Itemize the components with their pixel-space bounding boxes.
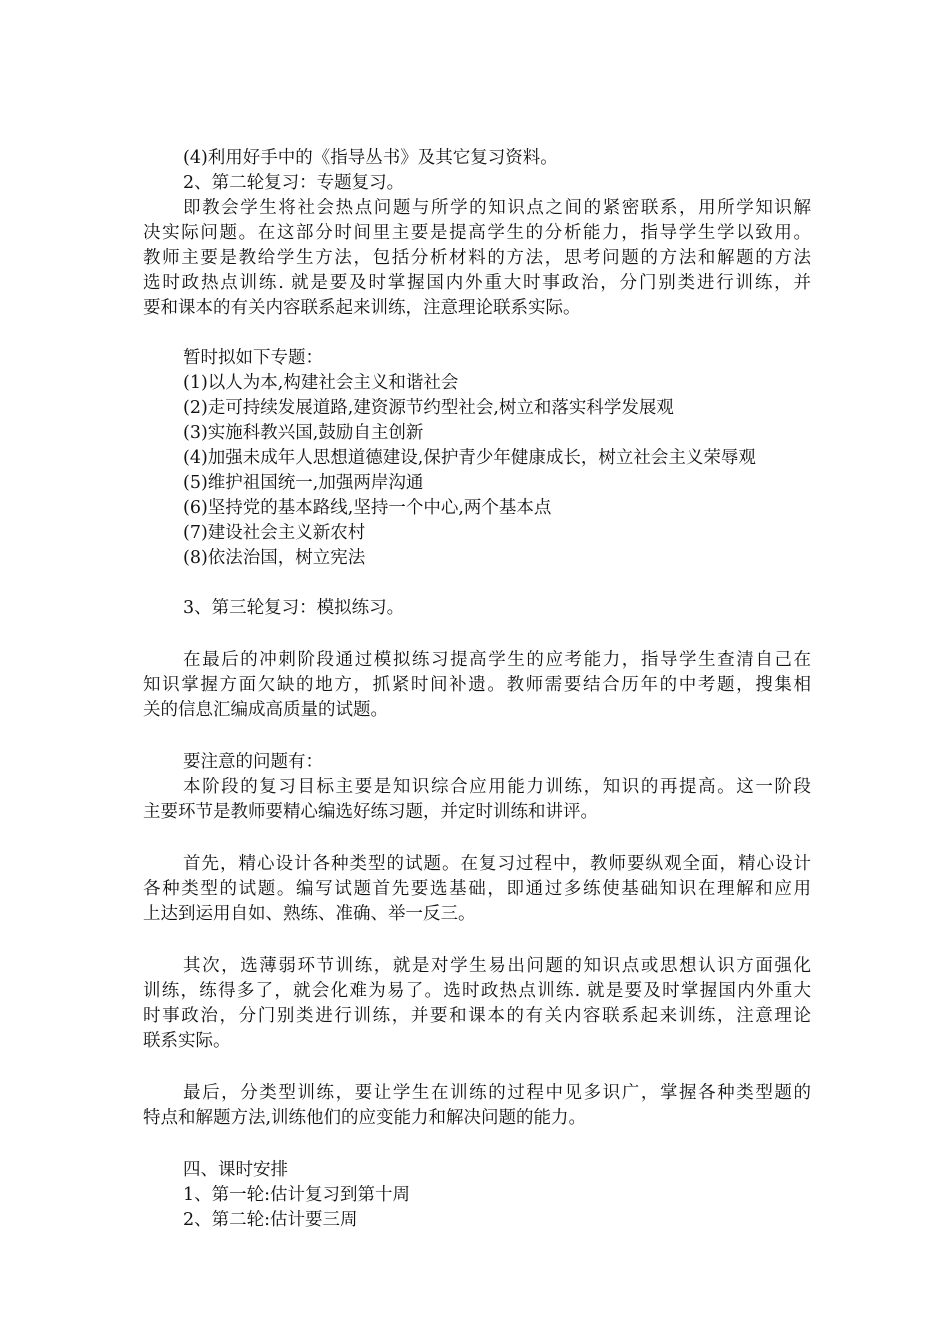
text-line: 训练，练得多了，就会化难为易了。选时政热点训练. 就是要及时掌握国内外重大 bbox=[143, 981, 811, 1001]
blank-line bbox=[143, 571, 811, 596]
text-line: 教师主要是教给学生方法，包括分析材料的方法，思考问题的方法和解题的方法 bbox=[143, 248, 811, 268]
blank-line bbox=[143, 825, 811, 852]
text-line: 各种类型的试题。编写试题首先要选基础，即通过多练使基础知识在理解和应用 bbox=[143, 879, 811, 899]
text-line: 选时政热点训练. 就是要及时掌握国内外重大时事政治，分门别类进行训练，并 bbox=[143, 273, 811, 293]
text-line: 知识掌握方面欠缺的地方，抓紧时间补遗。教师需要结合历年的中考题，搜集相 bbox=[143, 675, 811, 695]
topic-item: (4)加强未成年人思想道德建设,保护青少年健康成长，树立社会主义荣辱观 bbox=[183, 448, 756, 468]
text-line: 其次，选薄弱环节训练，就是对学生易出问题的知识点或思想认识方面强化 bbox=[183, 956, 811, 976]
topic-item: (1)以人为本,构建社会主义和谐社会 bbox=[183, 373, 459, 393]
schedule-heading: 四、课时安排 bbox=[183, 1160, 288, 1180]
text-line: 联系实际。 bbox=[143, 1031, 231, 1051]
topic-item: (3)实施科教兴国,鼓励自主创新 bbox=[183, 423, 424, 443]
topic-item: (2)走可持续发展道路,建资源节约型社会,树立和落实科学发展观 bbox=[183, 398, 674, 418]
text-line: 在最后的冲刺阶段通过模拟练习提高学生的应考能力，指导学生查清自己在 bbox=[183, 650, 811, 670]
blank-line bbox=[143, 1131, 811, 1158]
text-line: 特点和解题方法,训练他们的应变能力和解决问题的能力。 bbox=[143, 1108, 587, 1128]
topics-heading: 暂时拟如下专题： bbox=[183, 348, 323, 368]
blank-line bbox=[143, 1054, 811, 1081]
text-line: 本阶段的复习目标主要是知识综合应用能力训练，知识的再提高。这一阶段 bbox=[183, 777, 811, 797]
topic-item: (7)建设社会主义新农村 bbox=[183, 523, 366, 543]
text-line: 首先，精心设计各种类型的试题。在复习过程中，教师要纵观全面，精心设计 bbox=[183, 854, 811, 874]
text-line: (4)利用好手中的《指导丛书》及其它复习资料。 bbox=[183, 148, 558, 168]
text-line: 关的信息汇编成高质量的试题。 bbox=[143, 700, 388, 720]
text-line: 主要环节是教师要精心编选好练习题，并定时训练和讲评。 bbox=[143, 802, 598, 822]
topic-item: (6)坚持党的基本路线,坚持一个中心,两个基本点 bbox=[183, 498, 552, 518]
text-line: 最后，分类型训练，要让学生在训练的过程中见多识广，掌握各种类型题的 bbox=[183, 1083, 811, 1103]
blank-line bbox=[143, 321, 811, 346]
blank-line bbox=[143, 621, 811, 648]
topic-item: (5)维护祖国统一,加强两岸沟通 bbox=[183, 473, 424, 493]
paragraph-round2-description bbox=[143, 196, 811, 321]
section-heading-round2: 2、第二轮复习：专题复习。 bbox=[183, 173, 405, 193]
text-line: 即教会学生将社会热点问题与所学的知识点之间的紧密联系，用所学知识解 bbox=[183, 198, 811, 218]
text-line: 上达到运用自如、熟练、准确、举一反三。 bbox=[143, 904, 476, 924]
paragraph-round3-description bbox=[143, 648, 811, 723]
topics-list bbox=[143, 371, 811, 571]
schedule-item: 2、第二轮:估计要三周 bbox=[183, 1210, 358, 1230]
paragraph-notes bbox=[143, 775, 811, 825]
paragraph-first bbox=[143, 852, 811, 927]
paragraph-second bbox=[143, 954, 811, 1054]
document-page bbox=[143, 146, 811, 1233]
blank-line bbox=[143, 723, 811, 750]
notes-heading: 要注意的问题有： bbox=[183, 752, 323, 772]
text-line: 要和课本的有关内容联系起来训练，注意理论联系实际。 bbox=[143, 298, 581, 318]
blank-line bbox=[143, 927, 811, 954]
text-line: 决实际问题。在这部分时间里主要是提高学生的分析能力，指导学生学以致用。 bbox=[143, 223, 811, 243]
text-line: 时事政治，分门别类进行训练，并要和课本的有关内容联系起来训练，注意理论 bbox=[143, 1006, 811, 1026]
topic-item: (8)依法治国，树立宪法 bbox=[183, 548, 366, 568]
schedule-list bbox=[143, 1183, 811, 1233]
paragraph-last bbox=[143, 1081, 811, 1131]
section-heading-round3: 3、第三轮复习：模拟练习。 bbox=[183, 598, 405, 618]
schedule-item: 1、第一轮:估计复习到第十周 bbox=[183, 1185, 411, 1205]
